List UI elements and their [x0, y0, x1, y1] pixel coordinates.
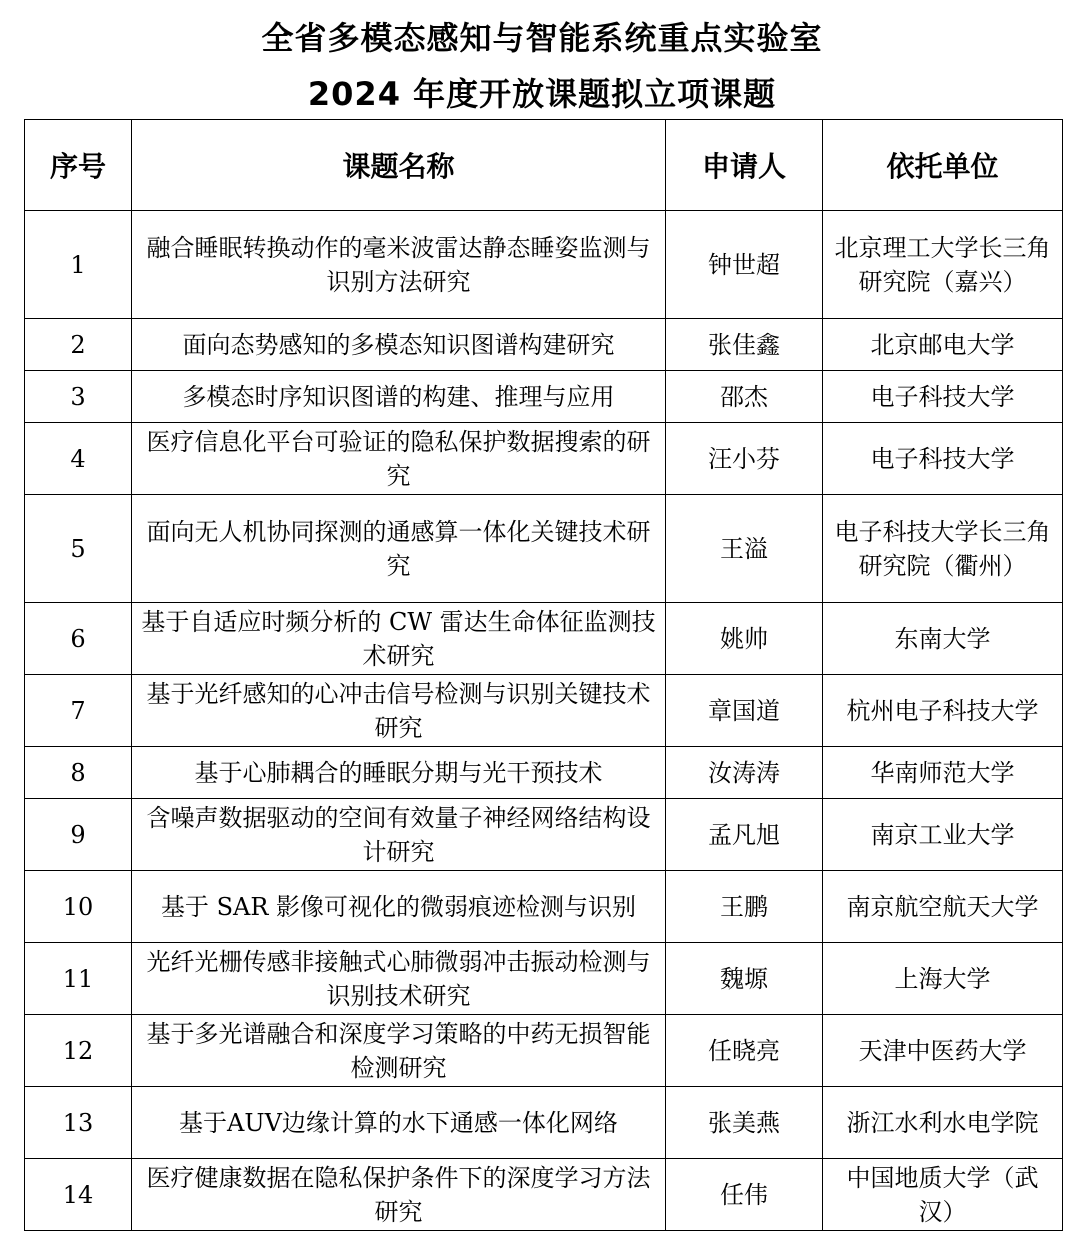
row-applicant: 汪小芬 — [666, 423, 823, 495]
row-project-title: 面向态势感知的多模态知识图谱构建研究 — [132, 319, 666, 371]
row-serial-number: 2 — [25, 319, 132, 371]
row-applicant: 张美燕 — [666, 1087, 823, 1159]
row-host-unit: 北京邮电大学 — [823, 319, 1063, 371]
table-header-row — [25, 120, 1063, 211]
row-applicant: 邵杰 — [666, 371, 823, 423]
row-serial-number: 14 — [25, 1159, 132, 1231]
row-applicant: 章国道 — [666, 675, 823, 747]
table-row — [25, 747, 1063, 799]
row-applicant: 王鹏 — [666, 871, 823, 943]
row-serial-number: 4 — [25, 423, 132, 495]
row-project-title: 基于心肺耦合的睡眠分期与光干预技术 — [132, 747, 666, 799]
row-serial-number: 9 — [25, 799, 132, 871]
row-applicant: 任伟 — [666, 1159, 823, 1231]
table-row — [25, 495, 1063, 603]
row-host-unit: 电子科技大学 — [823, 371, 1063, 423]
row-project-title: 基于AUV边缘计算的水下通感一体化网络 — [132, 1087, 666, 1159]
document-subtitle: 2024 年度开放课题拟立项课题 — [307, 75, 777, 113]
row-applicant: 任晓亮 — [666, 1015, 823, 1087]
table-row — [25, 1159, 1063, 1231]
row-project-title: 医疗信息化平台可验证的隐私保护数据搜索的研究 — [132, 423, 666, 495]
row-serial-number: 11 — [25, 943, 132, 1015]
table-row — [25, 371, 1063, 423]
project-table — [24, 119, 1063, 1231]
row-project-title: 基于自适应时频分析的 CW 雷达生命体征监测技术研究 — [132, 603, 666, 675]
row-project-title: 融合睡眠转换动作的毫米波雷达静态睡姿监测与识别方法研究 — [132, 211, 666, 319]
table-row — [25, 319, 1063, 371]
row-applicant: 钟世超 — [666, 211, 823, 319]
row-host-unit: 电子科技大学 — [823, 423, 1063, 495]
table-row — [25, 603, 1063, 675]
row-host-unit: 南京航空航天大学 — [823, 871, 1063, 943]
table-row — [25, 1087, 1063, 1159]
row-serial-number: 3 — [25, 371, 132, 423]
row-serial-number: 1 — [25, 211, 132, 319]
row-serial-number: 6 — [25, 603, 132, 675]
row-host-unit: 浙江水利水电学院 — [823, 1087, 1063, 1159]
row-serial-number: 12 — [25, 1015, 132, 1087]
table-row — [25, 1015, 1063, 1087]
row-project-title: 多模态时序知识图谱的构建、推理与应用 — [132, 371, 666, 423]
row-applicant: 汝涛涛 — [666, 747, 823, 799]
document-title: 全省多模态感知与智能系统重点实验室 — [261, 19, 823, 57]
row-project-title: 光纤光栅传感非接触式心肺微弱冲击振动检测与识别技术研究 — [132, 943, 666, 1015]
row-serial-number: 8 — [25, 747, 132, 799]
row-host-unit: 南京工业大学 — [823, 799, 1063, 871]
row-serial-number: 13 — [25, 1087, 132, 1159]
row-serial-number: 5 — [25, 495, 132, 603]
row-host-unit: 上海大学 — [823, 943, 1063, 1015]
row-host-unit: 华南师范大学 — [823, 747, 1063, 799]
table-row — [25, 423, 1063, 495]
header-serial-number: 序号 — [25, 120, 132, 211]
header-project-title: 课题名称 — [132, 120, 666, 211]
row-applicant: 孟凡旭 — [666, 799, 823, 871]
row-applicant: 姚帅 — [666, 603, 823, 675]
header-host-unit: 依托单位 — [823, 120, 1063, 211]
row-serial-number: 10 — [25, 871, 132, 943]
row-project-title: 医疗健康数据在隐私保护条件下的深度学习方法研究 — [132, 1159, 666, 1231]
row-project-title: 基于光纤感知的心冲击信号检测与识别关键技术研究 — [132, 675, 666, 747]
table-row — [25, 871, 1063, 943]
row-serial-number: 7 — [25, 675, 132, 747]
row-host-unit: 杭州电子科技大学 — [823, 675, 1063, 747]
row-project-title: 含噪声数据驱动的空间有效量子神经网络结构设计研究 — [132, 799, 666, 871]
table-row — [25, 943, 1063, 1015]
row-project-title: 基于 SAR 影像可视化的微弱痕迹检测与识别 — [132, 871, 666, 943]
row-host-unit: 东南大学 — [823, 603, 1063, 675]
row-applicant: 王溢 — [666, 495, 823, 603]
row-host-unit: 北京理工大学长三角研究院（嘉兴） — [823, 211, 1063, 319]
table-row — [25, 211, 1063, 319]
row-project-title: 基于多光谱融合和深度学习策略的中药无损智能检测研究 — [132, 1015, 666, 1087]
row-applicant: 张佳鑫 — [666, 319, 823, 371]
row-project-title: 面向无人机协同探测的通感算一体化关键技术研究 — [132, 495, 666, 603]
row-host-unit: 中国地质大学（武汉） — [823, 1159, 1063, 1231]
row-host-unit: 天津中医药大学 — [823, 1015, 1063, 1087]
header-applicant: 申请人 — [666, 120, 823, 211]
row-host-unit: 电子科技大学长三角研究院（衢州） — [823, 495, 1063, 603]
table-row — [25, 799, 1063, 871]
row-applicant: 魏塬 — [666, 943, 823, 1015]
table-row — [25, 675, 1063, 747]
